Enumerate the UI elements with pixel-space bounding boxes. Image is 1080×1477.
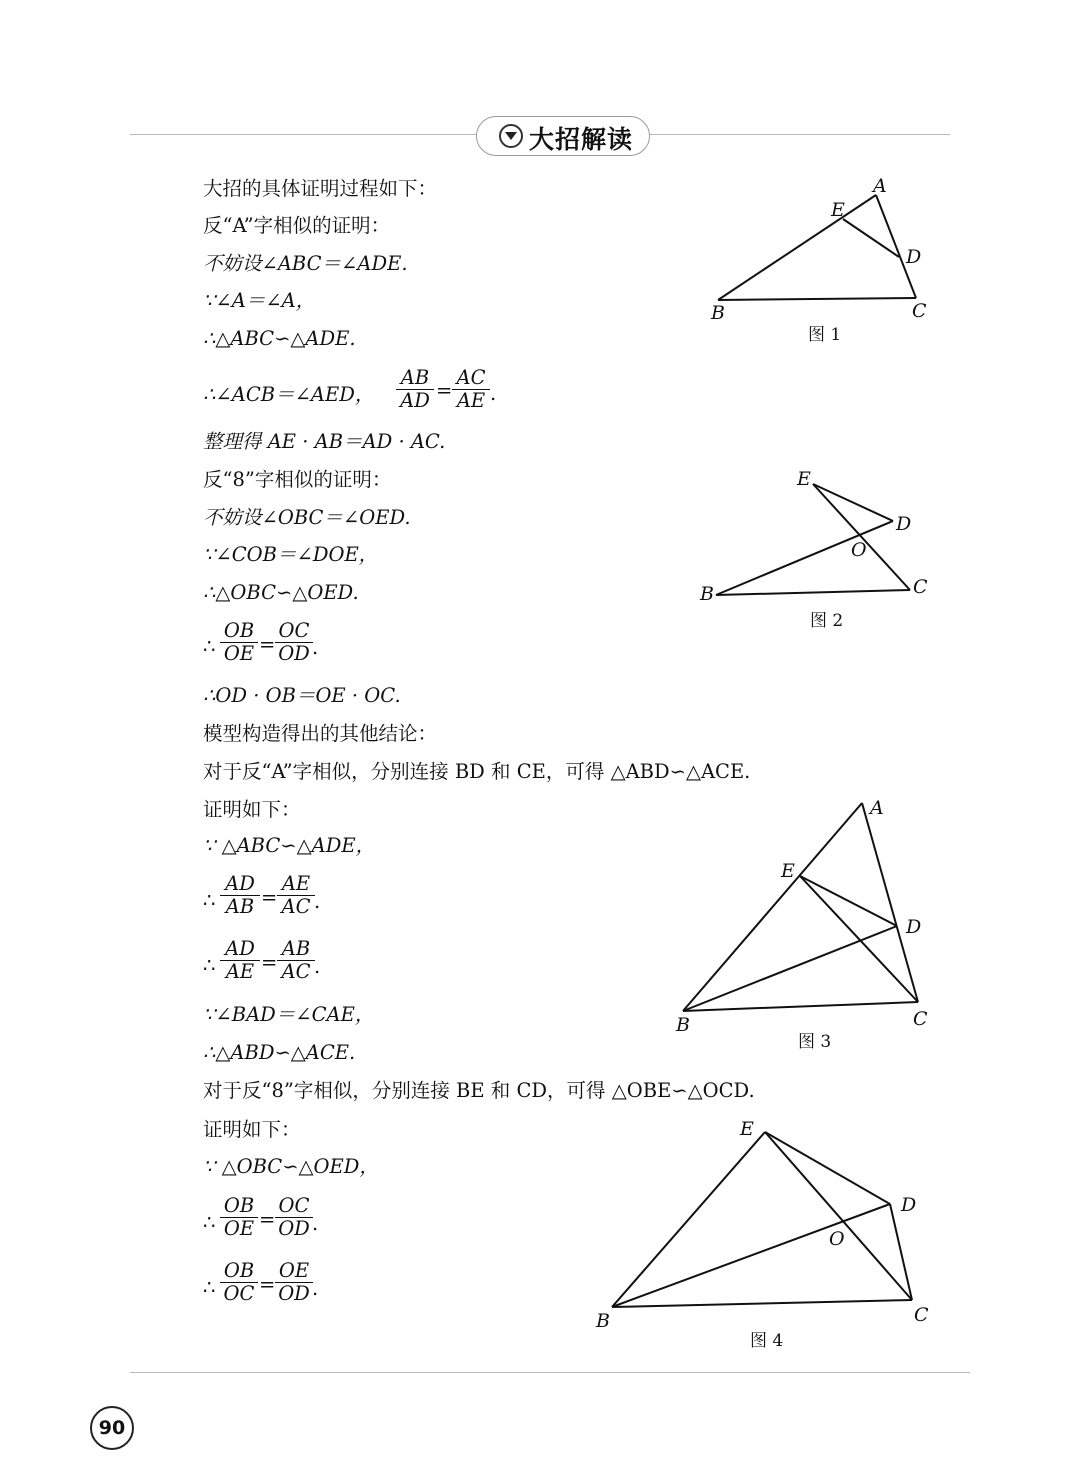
fraction <box>396 367 434 412</box>
segment-EC <box>813 484 910 590</box>
text-line: 大招的具体证明过程如下： <box>203 177 438 200</box>
denominator: OC <box>220 1282 258 1305</box>
fraction <box>220 938 260 983</box>
period: . <box>314 955 321 978</box>
segment-ED <box>843 219 899 257</box>
denominator: AD <box>396 389 434 412</box>
fraction <box>452 367 490 412</box>
label-D: D <box>906 916 922 938</box>
denominator: AE <box>452 389 490 412</box>
label-O: O <box>851 539 867 561</box>
denominator: OD <box>275 1217 313 1240</box>
numerator: OC <box>278 1194 310 1217</box>
denominator: AC <box>277 895 315 918</box>
label-D: D <box>901 1194 917 1216</box>
equals-sign: = <box>261 886 278 909</box>
text-line: 对于反“A”字相似，分别连接 BD 和 CE，可得 △ABD∽△ACE. <box>203 760 751 783</box>
denominator: OD <box>275 1282 313 1305</box>
figure-4 <box>590 1112 940 1337</box>
therefore-sign: ∴ <box>203 954 216 977</box>
period: . <box>312 1277 319 1300</box>
label-E: E <box>740 1118 754 1140</box>
segment-EB <box>612 1132 765 1307</box>
text-line: 反“A”字相似的证明： <box>203 214 391 237</box>
figure-caption: 图 1 <box>808 325 842 345</box>
fraction <box>275 1260 313 1305</box>
figure-caption: 图 4 <box>750 1331 784 1351</box>
section-header <box>476 116 650 156</box>
label-C: C <box>914 1304 929 1326</box>
header-rule-left <box>130 134 476 135</box>
label-E: E <box>831 199 845 221</box>
footer-rule <box>130 1372 970 1373</box>
numerator: OB <box>223 619 255 642</box>
fraction <box>220 620 258 665</box>
label-B: B <box>700 583 714 605</box>
text-line: ∵ △OBC∽△OED， <box>203 1155 379 1178</box>
numerator: AE <box>281 872 311 895</box>
numerator: AB <box>281 937 311 960</box>
therefore-sign: ∴ <box>203 1276 216 1299</box>
therefore-sign: ∴ <box>203 889 216 912</box>
numerator: AB <box>400 366 430 389</box>
segment-BC <box>683 1002 918 1011</box>
equals-sign: = <box>259 1208 276 1231</box>
text-line: ∴△ABD∽△ACE. <box>203 1041 356 1064</box>
label-B: B <box>596 1310 610 1332</box>
text-line: ∴OD · OB＝OE · OC. <box>203 684 401 707</box>
text-line: 不妨设∠ABC＝∠ADE. <box>203 252 408 275</box>
period: . <box>314 890 321 913</box>
fraction <box>277 938 315 983</box>
denominator: OE <box>220 642 258 665</box>
numerator: OC <box>278 619 310 642</box>
label-E: E <box>781 860 795 882</box>
header-rule-right <box>648 134 950 135</box>
numerator: OE <box>278 1259 310 1282</box>
text-line: ∵ △ABC∽△ADE， <box>203 834 376 857</box>
label-B: B <box>711 302 725 324</box>
label-C: C <box>912 300 927 322</box>
label-O: O <box>829 1228 845 1250</box>
label-B: B <box>676 1014 690 1036</box>
equals-sign: = <box>259 633 276 656</box>
numerator: OB <box>223 1259 255 1282</box>
fraction <box>220 1260 258 1305</box>
figure-3 <box>670 790 940 1050</box>
text-line: 证明如下： <box>203 1118 301 1141</box>
denominator: OE <box>220 1217 258 1240</box>
text-line: ∵∠COB＝∠DOE， <box>203 543 379 566</box>
label-A: A <box>870 797 884 819</box>
page-number: 90 <box>90 1406 134 1450</box>
numerator: OB <box>223 1194 255 1217</box>
segment-DC <box>890 1204 912 1300</box>
text-line: ∴△ABC∽△ADE. <box>203 327 356 350</box>
period: . <box>312 636 319 659</box>
equals-sign: = <box>261 951 278 974</box>
segment-ED <box>800 876 897 926</box>
numerator: AD <box>225 872 255 895</box>
label-E: E <box>797 468 811 490</box>
numerator: AC <box>456 366 486 389</box>
fraction <box>220 873 260 918</box>
denominator: AC <box>277 960 315 983</box>
text-line: 对于反“8”字相似，分别连接 BE 和 CD，可得 △OBE∽△OCD. <box>203 1079 755 1102</box>
segment-ED <box>765 1132 890 1204</box>
denominator: OD <box>275 642 313 665</box>
text-line: 整理得 AE · AB＝AD · AC. <box>203 430 446 453</box>
segment-BA <box>683 803 862 1011</box>
text-line: ∵∠A＝∠A， <box>203 289 316 312</box>
section-title: 大招解读 <box>529 125 634 154</box>
label-D: D <box>896 513 912 535</box>
denominator: AB <box>220 895 260 918</box>
label-D: D <box>906 246 922 268</box>
segment-BA <box>718 195 876 300</box>
fraction <box>277 873 315 918</box>
therefore-sign: ∴ <box>203 635 216 658</box>
period: . <box>490 382 497 405</box>
label-C: C <box>913 576 928 598</box>
fraction <box>275 1195 313 1240</box>
segment-BC <box>716 590 910 595</box>
text-line: 证明如下： <box>203 798 301 821</box>
fraction <box>220 1195 258 1240</box>
numerator: AD <box>225 937 255 960</box>
therefore-sign: ∴ <box>203 1211 216 1234</box>
denominator: AE <box>220 960 260 983</box>
equals-sign: = <box>259 1273 276 1296</box>
figure-caption: 图 3 <box>798 1032 832 1052</box>
chevron-down-icon <box>499 124 523 148</box>
segment-BD <box>612 1204 890 1307</box>
text-line: 模型构造得出的其他结论： <box>203 722 438 745</box>
equals-sign: = <box>436 379 453 402</box>
fraction <box>275 620 313 665</box>
period: . <box>312 1212 319 1235</box>
label-A: A <box>873 175 887 197</box>
text-line: 不妨设∠OBC＝∠OED. <box>203 506 411 529</box>
text-line: ∴△OBC∽△OED. <box>203 581 359 604</box>
text-line: 反“8”字相似的证明： <box>203 468 392 491</box>
segment-BD <box>683 926 897 1011</box>
segment-ED <box>813 484 893 521</box>
label-C: C <box>913 1008 928 1030</box>
figure-caption: 图 2 <box>810 611 844 631</box>
text-line: ∵∠BAD＝∠CAE， <box>203 1003 375 1026</box>
segment-EC <box>765 1132 912 1300</box>
text-line: ∴∠ACB＝∠AED， <box>203 383 375 406</box>
segment-BC <box>718 298 916 300</box>
segment-BC <box>612 1300 912 1307</box>
figure-2 <box>690 462 950 612</box>
